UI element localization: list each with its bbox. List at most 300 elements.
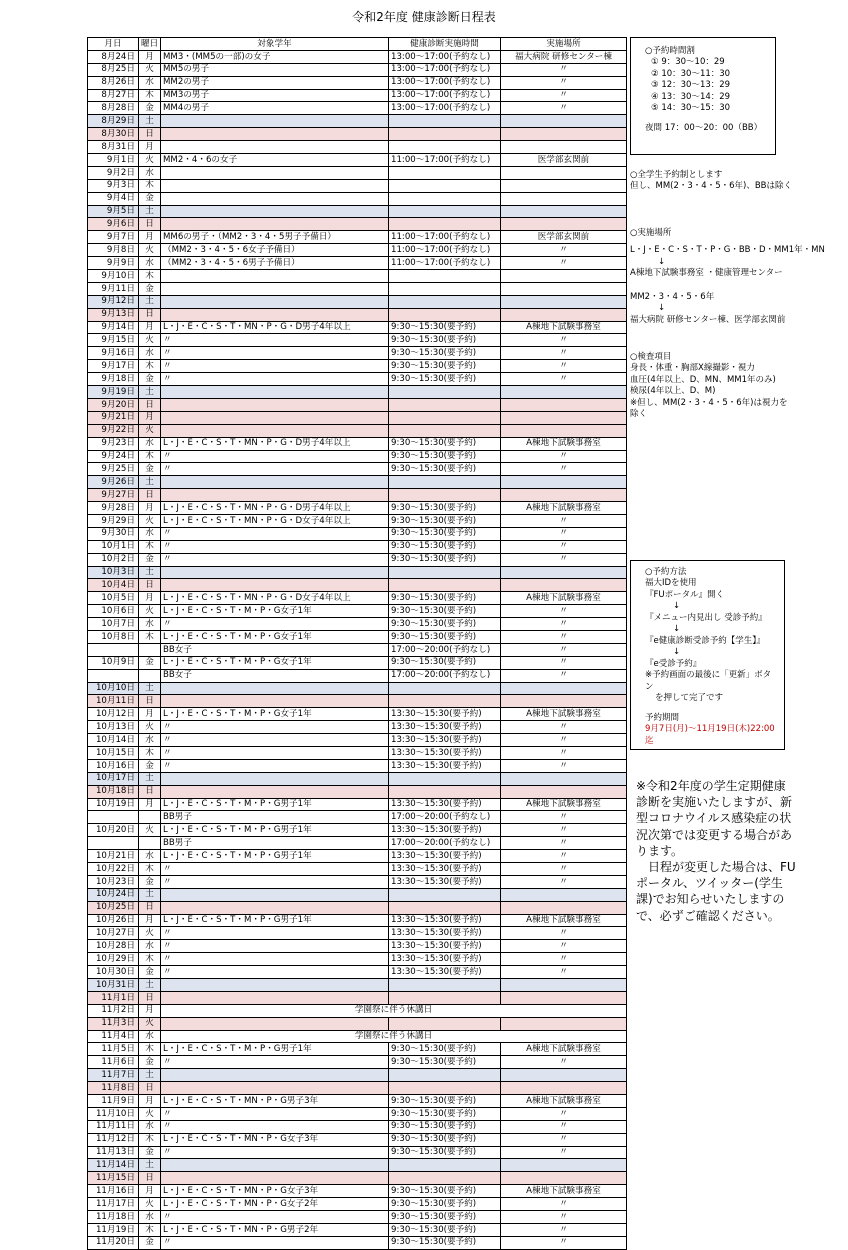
cell-place — [501, 476, 627, 489]
table-row — [88, 192, 627, 205]
cell-day: 月 — [139, 798, 161, 811]
cell-place: A棟地下試験事務室 — [501, 914, 627, 927]
cell-day: 木 — [139, 450, 161, 463]
cell-time: 13:30～15:30(要予約) — [389, 863, 501, 876]
cell-target: 〃 — [161, 966, 389, 979]
cell-date: 10月24日 — [88, 888, 139, 901]
cell-target: （MM2・3・4・5・6女子予備日） — [161, 244, 389, 257]
table-row — [88, 295, 627, 308]
exam-line1: 身長・体重・胸部X線撮影・視力 — [630, 363, 755, 374]
table-row — [88, 798, 627, 811]
cell-time: 17:00～20:00(予約なし) — [389, 837, 501, 850]
cell-time: 13:30～15:30(要予約) — [389, 824, 501, 837]
cell-day: 火 — [139, 244, 161, 257]
table-row — [88, 282, 627, 295]
cell-place: A棟地下試験事務室 — [501, 437, 627, 450]
cell-time — [389, 218, 501, 231]
cell-date: 8月31日 — [88, 141, 139, 154]
cell-time: 13:30～15:30(要予約) — [389, 734, 501, 747]
cell-place — [501, 128, 627, 141]
cell-day: 月 — [139, 502, 161, 515]
cell-day: 月 — [139, 1095, 161, 1108]
cell-day: 月 — [139, 321, 161, 334]
cell-place: 〃 — [501, 643, 627, 656]
cell-date: 10月3日 — [88, 566, 139, 579]
cell-target: L・J・E・C・S・T・M・P・G女子1年 — [161, 708, 389, 721]
method-period-label: 予約期間 — [645, 712, 680, 723]
cell-place: 〃 — [501, 927, 627, 940]
cell-place: 〃 — [501, 257, 627, 270]
cell-place: 〃 — [501, 450, 627, 463]
cell-target — [161, 901, 389, 914]
cell-target: MM2・4・6の女子 — [161, 154, 389, 167]
cell-target — [161, 476, 389, 489]
cell-place: 〃 — [501, 1198, 627, 1211]
cell-day: 日 — [139, 695, 161, 708]
cell-place — [501, 489, 627, 502]
notice-p2: 日程が変更した場合は、FUポータル、ツイッター(学生課)でお知らせいたしますので、必ずご確認ください。 — [636, 859, 796, 923]
cell-date: 9月9日 — [88, 257, 139, 270]
cell-day: 水 — [139, 1030, 161, 1043]
cell-time — [389, 785, 501, 798]
table-row — [88, 1236, 627, 1249]
cell-place: 〃 — [501, 811, 627, 824]
cell-target — [161, 579, 389, 592]
cell-date: 11月2日 — [88, 1004, 139, 1017]
cell-target — [161, 295, 389, 308]
cell-place: 福大病院 研修センター棟 — [501, 50, 627, 63]
cell-place: 〃 — [501, 940, 627, 953]
exam-line5: 除く — [630, 409, 648, 420]
table-row — [88, 708, 627, 721]
cell-date: 10月20日 — [88, 824, 139, 837]
cell-day: 月 — [139, 1185, 161, 1198]
cell-place: A棟地下試験事務室 — [501, 708, 627, 721]
exam-line2: 血圧(4年以上、D、MN、MM1年のみ) — [630, 374, 776, 385]
cell-target: L・J・E・C・S・T・M・P・G男子1年 — [161, 1043, 389, 1056]
cell-time: 11:00～17:00(予約なし) — [389, 257, 501, 270]
cell-day: 日 — [139, 218, 161, 231]
cell-place — [501, 270, 627, 283]
cell-target: （MM2・3・4・5・6男子予備日） — [161, 257, 389, 270]
cell-place: 〃 — [501, 527, 627, 540]
cell-date: 9月28日 — [88, 502, 139, 515]
cell-target: MM4の男子 — [161, 102, 389, 115]
cell-time: 13:30～15:30(要予約) — [389, 746, 501, 759]
table-row — [88, 540, 627, 553]
cell-time — [389, 772, 501, 785]
cell-time — [389, 901, 501, 914]
cell-date: 10月8日 — [88, 630, 139, 643]
cell-time: 13:30～15:30(要予約) — [389, 875, 501, 888]
cell-date: 10月12日 — [88, 708, 139, 721]
cell-day: 日 — [139, 398, 161, 411]
cell-target: L・J・E・C・S・T・MN・P・G女子3年 — [161, 1185, 389, 1198]
table-row — [88, 669, 627, 682]
cell-date: 9月2日 — [88, 166, 139, 179]
cell-date: 9月21日 — [88, 411, 139, 424]
table-row — [88, 360, 627, 373]
time-slot-box — [630, 37, 776, 155]
cell-time: 9:30～15:30(要予約) — [389, 463, 501, 476]
table-row — [88, 875, 627, 888]
table-row — [88, 721, 627, 734]
exam-line3: 検尿(4年以上、D、M) — [630, 386, 716, 397]
cell-time: 9:30～15:30(要予約) — [389, 540, 501, 553]
cell-day: 土 — [139, 682, 161, 695]
cell-time: 13:00～17:00(予約なし) — [389, 89, 501, 102]
cell-time: 11:00～17:00(予約なし) — [389, 231, 501, 244]
cell-target — [161, 991, 389, 1004]
table-row — [88, 527, 627, 540]
table-row — [88, 205, 627, 218]
table-row — [88, 901, 627, 914]
cell-place — [501, 579, 627, 592]
method-step2: 『メニュー内見出し 受診予約』 — [645, 612, 767, 623]
table-row — [88, 682, 627, 695]
cell-time — [389, 1017, 501, 1030]
cell-date: 9月5日 — [88, 205, 139, 218]
cell-date: 11月19日 — [88, 1223, 139, 1236]
cell-target: L・J・E・C・S・T・MN・P・G女子2年 — [161, 1198, 389, 1211]
cell-time: 9:30～15:30(要予約) — [389, 527, 501, 540]
cell-date — [88, 643, 139, 656]
cell-time — [389, 398, 501, 411]
cell-time — [389, 205, 501, 218]
cell-date: 10月10日 — [88, 682, 139, 695]
cell-target — [161, 192, 389, 205]
cell-place: 〃 — [501, 76, 627, 89]
cell-day: 水 — [139, 347, 161, 360]
table-row — [88, 1107, 627, 1120]
cell-time: 13:30～15:30(要予約) — [389, 759, 501, 772]
cell-target: L・J・E・C・S・T・MN・P・G女子3年 — [161, 1133, 389, 1146]
cell-time — [389, 179, 501, 192]
cell-time: 11:00～17:00(予約なし) — [389, 244, 501, 257]
cell-target: 〃 — [161, 463, 389, 476]
cell-day: 木 — [139, 1043, 161, 1056]
cell-time: 9:30～15:30(要予約) — [389, 514, 501, 527]
cell-target: L・J・E・C・S・T・MN・P・G・D女子4年以上 — [161, 592, 389, 605]
cell-date: 9月30日 — [88, 527, 139, 540]
cell-time — [389, 579, 501, 592]
cell-day: 火 — [139, 1198, 161, 1211]
cell-place — [501, 1172, 627, 1185]
venue-heading: ○実施場所 — [630, 228, 672, 238]
cell-date: 10月21日 — [88, 850, 139, 863]
cell-day: 水 — [139, 437, 161, 450]
table-row — [88, 398, 627, 411]
cell-time: 9:30～15:30(要予約) — [389, 1120, 501, 1133]
cell-day: 水 — [139, 257, 161, 270]
cell-time — [389, 489, 501, 502]
cell-place — [501, 566, 627, 579]
cell-place: 〃 — [501, 1107, 627, 1120]
cell-day: 金 — [139, 463, 161, 476]
cell-time: 9:30～15:30(要予約) — [389, 437, 501, 450]
cell-place — [501, 411, 627, 424]
cell-time: 13:30～15:30(要予約) — [389, 798, 501, 811]
table-row — [88, 386, 627, 399]
cell-time — [389, 1172, 501, 1185]
cell-time — [389, 1069, 501, 1082]
header-day: 曜日 — [139, 38, 161, 51]
cell-time: 9:30～15:30(要予約) — [389, 592, 501, 605]
table-row — [88, 863, 627, 876]
cell-target: 〃 — [161, 1056, 389, 1069]
cell-target — [161, 785, 389, 798]
cell-target: L・J・E・C・S・T・MN・P・G・D男子4年以上 — [161, 502, 389, 515]
cell-time: 9:30～15:30(要予約) — [389, 347, 501, 360]
method-step1: 『FUポータル』開く — [645, 589, 725, 600]
cell-day: 火 — [139, 514, 161, 527]
method-step3: 『e健康診断受診予約【学生】』 — [645, 635, 765, 646]
method-note2: を押して完了です — [655, 693, 724, 704]
cell-day: 木 — [139, 863, 161, 876]
cell-target — [161, 141, 389, 154]
cell-target: BB女子 — [161, 643, 389, 656]
cell-time: 9:30～15:30(要予約) — [389, 450, 501, 463]
table-row — [88, 218, 627, 231]
cell-date: 9月17日 — [88, 360, 139, 373]
cell-date: 9月16日 — [88, 347, 139, 360]
table-row — [88, 244, 627, 257]
table-row — [88, 888, 627, 901]
cell-date: 9月4日 — [88, 192, 139, 205]
cell-target: 〃 — [161, 450, 389, 463]
cell-target — [161, 115, 389, 128]
table-row — [88, 179, 627, 192]
cell-target: MM3・(MM5の一部)の女子 — [161, 50, 389, 63]
cell-date — [88, 837, 139, 850]
cell-day: 土 — [139, 205, 161, 218]
cell-date: 11月17日 — [88, 1198, 139, 1211]
table-row — [88, 592, 627, 605]
cell-place — [501, 308, 627, 321]
cell-place: 〃 — [501, 63, 627, 76]
cell-place — [501, 386, 627, 399]
table-row — [88, 837, 627, 850]
method-line1: 福大IDを使用 — [645, 578, 697, 589]
cell-date: 11月14日 — [88, 1159, 139, 1172]
cell-day: 火 — [139, 721, 161, 734]
cell-day: 木 — [139, 953, 161, 966]
cell-target — [161, 308, 389, 321]
cell-target: 〃 — [161, 347, 389, 360]
cell-day: 木 — [139, 1223, 161, 1236]
cell-day: 金 — [139, 282, 161, 295]
cell-place — [501, 979, 627, 992]
cell-date: 9月24日 — [88, 450, 139, 463]
slot-4: ④ 13：30～14：29 — [651, 91, 731, 102]
cell-time: 9:30～15:30(要予約) — [389, 360, 501, 373]
table-row — [88, 166, 627, 179]
cell-place: A棟地下試験事務室 — [501, 1095, 627, 1108]
cell-time: 9:30～15:30(要予約) — [389, 618, 501, 631]
cell-place: 〃 — [501, 618, 627, 631]
table-row — [88, 1133, 627, 1146]
table-row — [88, 940, 627, 953]
cell-time: 13:30～15:30(要予約) — [389, 708, 501, 721]
cell-place: A棟地下試験事務室 — [501, 798, 627, 811]
cell-time — [389, 1082, 501, 1095]
down-arrow-icon: ↓ — [658, 256, 666, 267]
method-note1: ※予約画面の最後に「更新」ボタン — [645, 670, 772, 692]
cell-place — [501, 398, 627, 411]
cell-target — [161, 682, 389, 695]
cell-date: 11月10日 — [88, 1107, 139, 1120]
cell-date: 10月7日 — [88, 618, 139, 631]
cell-time — [389, 476, 501, 489]
cell-target — [161, 205, 389, 218]
cell-place: 〃 — [501, 347, 627, 360]
down-arrow-icon: ↓ — [673, 601, 681, 612]
cell-day: 水 — [139, 76, 161, 89]
cell-time: 9:30～15:30(要予約) — [389, 1056, 501, 1069]
cell-time: 17:00～20:00(予約なし) — [389, 643, 501, 656]
cell-date: 9月15日 — [88, 334, 139, 347]
header-place: 実施場所 — [501, 38, 627, 51]
cell-place: A棟地下試験事務室 — [501, 321, 627, 334]
table-row — [88, 618, 627, 631]
cell-time: 13:00～17:00(予約なし) — [389, 50, 501, 63]
table-row — [88, 1185, 627, 1198]
cell-target: MM2の男子 — [161, 76, 389, 89]
cell-target: 〃 — [161, 734, 389, 747]
cell-date: 11月1日 — [88, 991, 139, 1004]
cell-place: 〃 — [501, 1133, 627, 1146]
cell-day: 金 — [139, 1056, 161, 1069]
table-row — [88, 991, 627, 1004]
cell-target: 〃 — [161, 527, 389, 540]
reservation-method-box — [630, 560, 785, 750]
table-row — [88, 772, 627, 785]
table-row — [88, 734, 627, 747]
cell-day: 日 — [139, 901, 161, 914]
cell-day: 火 — [139, 605, 161, 618]
cell-day: 日 — [139, 128, 161, 141]
cell-place — [501, 282, 627, 295]
reservation-note-line2: 但し、MM(2・3・4・5・6年)、BBは除く — [630, 181, 793, 192]
cell-time: 13:30～15:30(要予約) — [389, 953, 501, 966]
cell-date: 9月6日 — [88, 218, 139, 231]
table-row — [88, 424, 627, 437]
cell-time — [389, 1159, 501, 1172]
exam-items-section — [630, 352, 835, 421]
cell-day: 土 — [139, 979, 161, 992]
cell-place — [501, 695, 627, 708]
cell-target — [161, 386, 389, 399]
cell-time: 9:30～15:30(要予約) — [389, 1211, 501, 1224]
cell-time: 13:30～15:30(要予約) — [389, 940, 501, 953]
cell-day: 金 — [139, 1236, 161, 1249]
cell-day: 火 — [139, 334, 161, 347]
cell-target: 〃 — [161, 927, 389, 940]
table-row — [88, 566, 627, 579]
cell-time — [389, 979, 501, 992]
table-row — [88, 966, 627, 979]
cell-time: 9:30～15:30(要予約) — [389, 1107, 501, 1120]
cell-target: 〃 — [161, 360, 389, 373]
cell-place: 医学部玄関前 — [501, 154, 627, 167]
cell-place: 〃 — [501, 630, 627, 643]
cell-time: 17:00～20:00(予約なし) — [389, 669, 501, 682]
cell-target: 〃 — [161, 618, 389, 631]
table-row — [88, 1069, 627, 1082]
table-row — [88, 1095, 627, 1108]
cell-date: 11月6日 — [88, 1056, 139, 1069]
cell-place — [501, 192, 627, 205]
table-row — [88, 643, 627, 656]
cell-target: 〃 — [161, 940, 389, 953]
cell-day: 月 — [139, 592, 161, 605]
cell-day: 金 — [139, 553, 161, 566]
cell-place — [501, 179, 627, 192]
cell-date: 11月4日 — [88, 1030, 139, 1043]
down-arrow-icon: ↓ — [658, 303, 666, 314]
page-title: 令和2年度 健康診断日程表 — [352, 10, 496, 24]
cell-date: 10月23日 — [88, 875, 139, 888]
cell-date: 10月15日 — [88, 746, 139, 759]
cell-place — [501, 205, 627, 218]
cell-date: 8月30日 — [88, 128, 139, 141]
cell-place — [501, 1159, 627, 1172]
cell-day: 日 — [139, 1082, 161, 1095]
schedule-table — [87, 37, 627, 1250]
cell-place — [501, 888, 627, 901]
cell-place: 〃 — [501, 721, 627, 734]
cell-target: 〃 — [161, 373, 389, 386]
table-row — [88, 115, 627, 128]
table-row — [88, 914, 627, 927]
header-time: 健康診断実施時間 — [389, 38, 501, 51]
cell-date: 11月3日 — [88, 1017, 139, 1030]
cell-date: 9月29日 — [88, 514, 139, 527]
cell-date: 11月7日 — [88, 1069, 139, 1082]
cell-target: 〃 — [161, 540, 389, 553]
cell-time — [389, 695, 501, 708]
cell-day: 金 — [139, 966, 161, 979]
cell-time: 9:30～15:30(要予約) — [389, 1236, 501, 1249]
cell-target: 〃 — [161, 1120, 389, 1133]
table-row — [88, 850, 627, 863]
cell-time — [389, 128, 501, 141]
table-row — [88, 811, 627, 824]
cell-time — [389, 566, 501, 579]
cell-target: L・J・E・C・S・T・MN・P・G男子3年 — [161, 1095, 389, 1108]
cell-place — [501, 772, 627, 785]
cell-place — [501, 901, 627, 914]
cell-day: 火 — [139, 927, 161, 940]
cell-target — [161, 1172, 389, 1185]
cell-target: L・J・E・C・S・T・M・P・G女子1年 — [161, 656, 389, 669]
cell-place: 〃 — [501, 734, 627, 747]
cell-date: 10月16日 — [88, 759, 139, 772]
table-row — [88, 347, 627, 360]
cell-target — [161, 888, 389, 901]
cell-day: 金 — [139, 656, 161, 669]
cell-date: 10月27日 — [88, 927, 139, 940]
cell-target: 〃 — [161, 553, 389, 566]
cell-day: 月 — [139, 50, 161, 63]
table-row — [88, 437, 627, 450]
cell-target — [161, 411, 389, 424]
cell-date: 9月12日 — [88, 295, 139, 308]
cell-target: BB男子 — [161, 811, 389, 824]
cell-place: 〃 — [501, 1236, 627, 1249]
cell-time: 9:30～15:30(要予約) — [389, 1223, 501, 1236]
cell-target: MM5の男子 — [161, 63, 389, 76]
